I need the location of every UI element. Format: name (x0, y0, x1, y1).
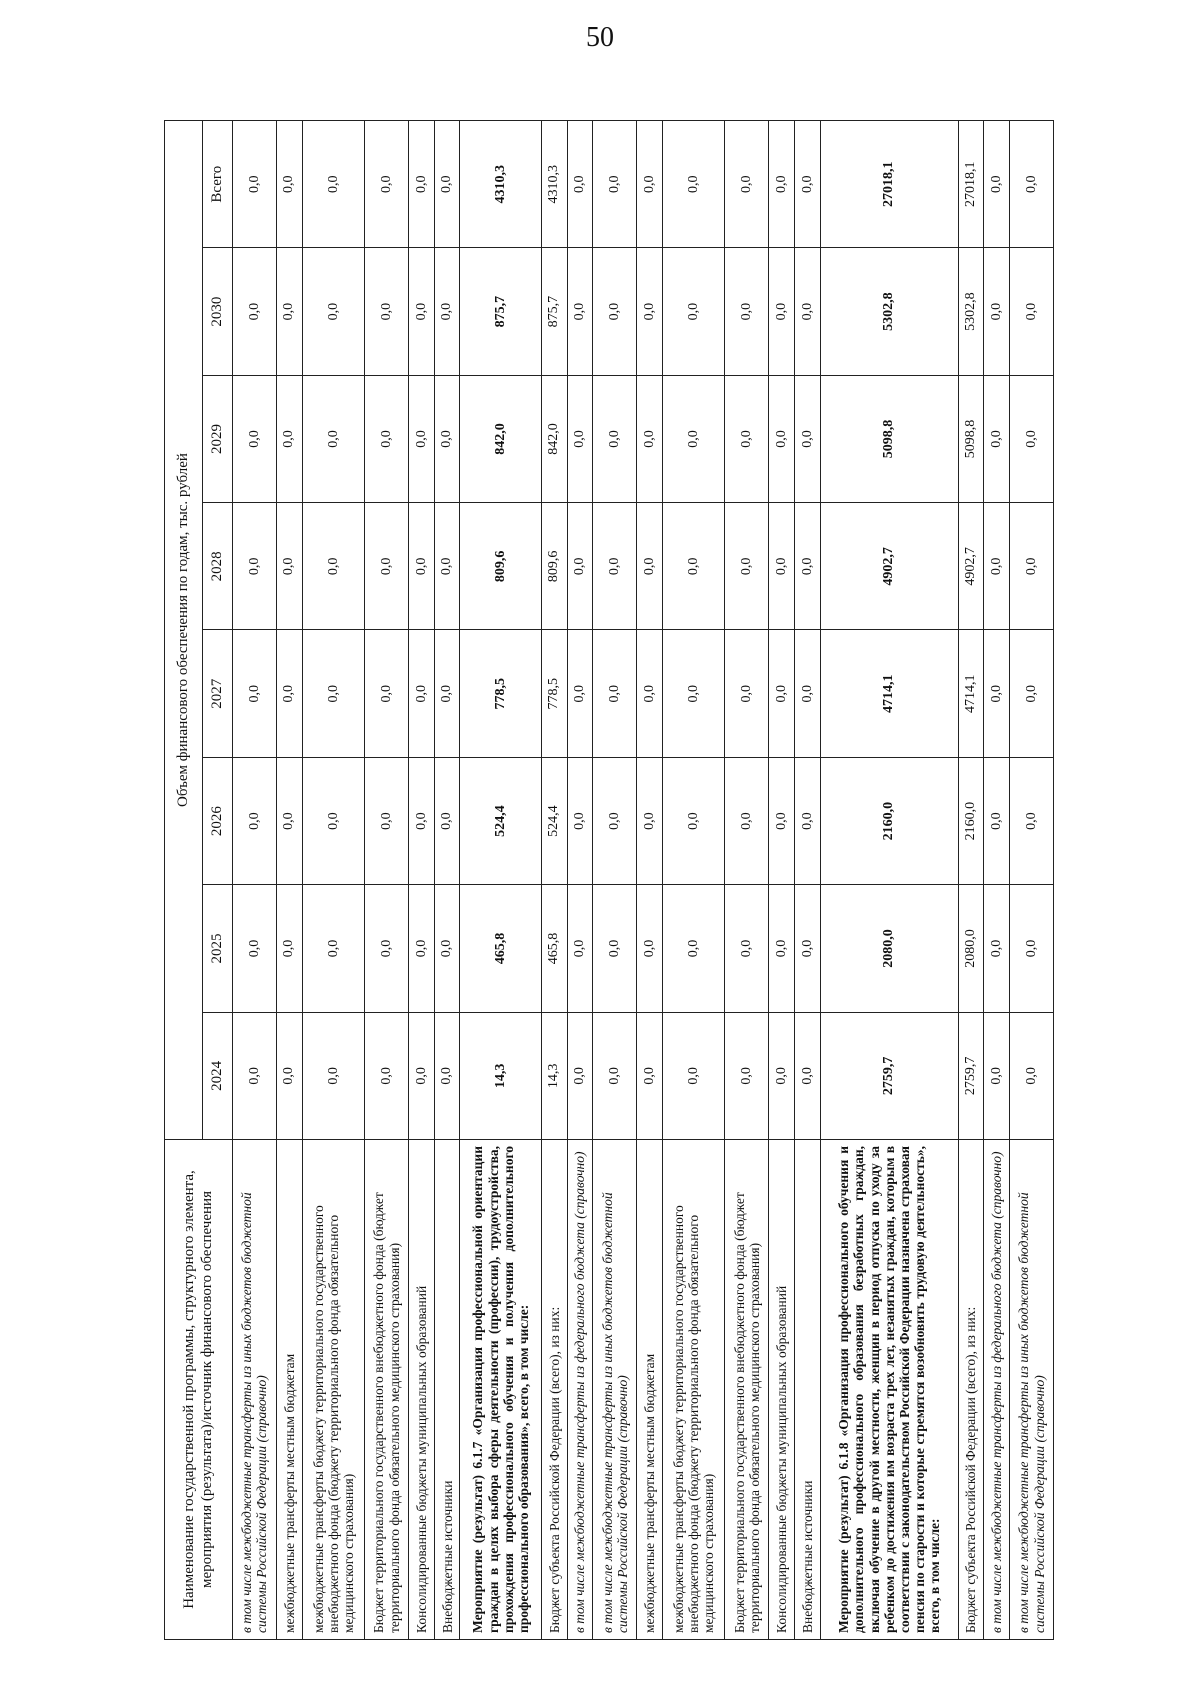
header-year-0: 2024 (203, 1012, 233, 1139)
row-value-5: 842,0 (541, 375, 567, 502)
row-value-2: 0,0 (365, 757, 409, 884)
row-value-3: 0,0 (984, 630, 1010, 757)
row-value-6: 0,0 (662, 248, 725, 375)
row-value-5: 0,0 (276, 375, 302, 502)
row-value-4: 809,6 (541, 503, 567, 630)
table-row (769, 121, 795, 1640)
row-value-1: 2080,0 (958, 885, 984, 1012)
row-value-6: 0,0 (725, 248, 769, 375)
header-volume-group: Объем финансового обеспечения по годам, тыс. рублей (165, 121, 203, 1140)
row-value-2: 0,0 (434, 757, 460, 884)
row-value-7: 27018,1 (820, 121, 958, 248)
header-name-column: Наименование государственной программы, структурного элемента, мероприятия (результата)/источник финансового обеспечения (165, 1140, 233, 1640)
table-row (984, 121, 1010, 1640)
row-value-5: 842,0 (460, 375, 541, 502)
row-value-5: 5098,8 (958, 375, 984, 502)
row-value-4: 809,6 (460, 503, 541, 630)
row-value-7: 0,0 (1010, 121, 1054, 248)
row-value-0: 0,0 (302, 1012, 365, 1139)
row-value-7: 0,0 (365, 121, 409, 248)
row-source-name: межбюджетные трансферты местным бюджетам (276, 1140, 302, 1640)
row-source-name: в том числе межбюджетные трансферты из федерального бюджета (справочно) (984, 1140, 1010, 1640)
row-value-4: 0,0 (1010, 503, 1054, 630)
row-value-6: 0,0 (769, 248, 795, 375)
row-value-6: 5302,8 (958, 248, 984, 375)
row-value-6: 875,7 (460, 248, 541, 375)
row-value-7: 0,0 (567, 121, 593, 248)
row-source-name: межбюджетные трансферты бюджету территориального государственного внебюджетного фонда (бюджету территориального фонда обязательного медицинского страхования) (662, 1140, 725, 1640)
header-year-7: Всего (203, 121, 233, 248)
row-value-4: 0,0 (725, 503, 769, 630)
row-source-name: межбюджетные трансферты местным бюджетам (637, 1140, 663, 1640)
table-row (541, 121, 567, 1640)
row-value-0: 0,0 (276, 1012, 302, 1139)
table-row (593, 121, 637, 1640)
row-value-5: 0,0 (1010, 375, 1054, 502)
row-value-0: 0,0 (769, 1012, 795, 1139)
row-value-3: 0,0 (593, 630, 637, 757)
row-value-4: 0,0 (302, 503, 365, 630)
row-value-1: 0,0 (984, 885, 1010, 1012)
table-row (276, 121, 302, 1640)
row-value-0: 0,0 (233, 1012, 277, 1139)
row-value-6: 0,0 (276, 248, 302, 375)
row-value-1: 0,0 (795, 885, 821, 1012)
row-value-3: 0,0 (725, 630, 769, 757)
row-source-name: Внебюджетные источники (434, 1140, 460, 1640)
table-row (662, 121, 725, 1640)
row-value-2: 0,0 (637, 757, 663, 884)
row-value-3: 0,0 (795, 630, 821, 757)
row-value-4: 0,0 (662, 503, 725, 630)
row-source-name: межбюджетные трансферты бюджету территориального государственного внебюджетного фонда (бюджету территориального фонда обязательного медицинского страхования) (302, 1140, 365, 1640)
row-value-4: 0,0 (567, 503, 593, 630)
row-value-0: 2759,7 (958, 1012, 984, 1139)
row-value-7: 4310,3 (460, 121, 541, 248)
row-value-3: 0,0 (567, 630, 593, 757)
table-row (434, 121, 460, 1640)
table-row (725, 121, 769, 1640)
row-value-0: 2759,7 (820, 1012, 958, 1139)
row-source-name: в том числе межбюджетные трансферты из федерального бюджета (справочно) (567, 1140, 593, 1640)
row-value-7: 0,0 (276, 121, 302, 248)
row-source-name: Консолидированные бюджеты муниципальных образований (769, 1140, 795, 1640)
row-value-6: 0,0 (1010, 248, 1054, 375)
row-value-5: 0,0 (984, 375, 1010, 502)
row-value-1: 0,0 (662, 885, 725, 1012)
row-value-1: 0,0 (276, 885, 302, 1012)
row-source-name: Консолидированные бюджеты муниципальных образований (409, 1140, 435, 1640)
row-value-3: 0,0 (233, 630, 277, 757)
table-body (233, 121, 1054, 1640)
row-value-6: 0,0 (795, 248, 821, 375)
header-year-6: 2030 (203, 248, 233, 375)
row-value-4: 0,0 (365, 503, 409, 630)
row-value-4: 4902,7 (958, 503, 984, 630)
row-value-5: 0,0 (795, 375, 821, 502)
row-value-5: 0,0 (567, 375, 593, 502)
row-value-7: 4310,3 (541, 121, 567, 248)
row-value-0: 0,0 (662, 1012, 725, 1139)
row-value-0: 0,0 (637, 1012, 663, 1139)
row-value-2: 0,0 (409, 757, 435, 884)
row-value-7: 0,0 (637, 121, 663, 248)
row-value-4: 0,0 (637, 503, 663, 630)
row-value-2: 524,4 (541, 757, 567, 884)
header-year-4: 2028 (203, 503, 233, 630)
row-value-4: 0,0 (233, 503, 277, 630)
row-value-4: 0,0 (434, 503, 460, 630)
table-row (958, 121, 984, 1640)
table-row (365, 121, 409, 1640)
row-source-name: Бюджет территориального государственного внебюджетного фонда (бюджет территориального фонда обязательного медицинского страхования) (725, 1140, 769, 1640)
row-source-name: Бюджет субъекта Российской Федерации (всего), из них: (541, 1140, 567, 1640)
row-value-1: 2080,0 (820, 885, 958, 1012)
row-value-5: 0,0 (233, 375, 277, 502)
row-value-0: 0,0 (593, 1012, 637, 1139)
row-value-3: 0,0 (1010, 630, 1054, 757)
row-value-5: 0,0 (302, 375, 365, 502)
row-value-3: 4714,1 (958, 630, 984, 757)
row-value-3: 0,0 (276, 630, 302, 757)
row-value-5: 0,0 (637, 375, 663, 502)
header-year-3: 2027 (203, 630, 233, 757)
row-value-3: 0,0 (365, 630, 409, 757)
row-value-3: 0,0 (662, 630, 725, 757)
row-value-1: 0,0 (637, 885, 663, 1012)
row-value-6: 0,0 (365, 248, 409, 375)
row-value-3: 0,0 (434, 630, 460, 757)
row-value-2: 0,0 (795, 757, 821, 884)
rotated-table-container (164, 120, 1054, 1640)
row-value-3: 4714,1 (820, 630, 958, 757)
row-value-7: 0,0 (434, 121, 460, 248)
row-value-7: 27018,1 (958, 121, 984, 248)
row-value-6: 0,0 (567, 248, 593, 375)
row-value-7: 0,0 (302, 121, 365, 248)
row-value-2: 0,0 (593, 757, 637, 884)
row-value-1: 465,8 (460, 885, 541, 1012)
row-value-0: 14,3 (460, 1012, 541, 1139)
row-value-7: 0,0 (795, 121, 821, 248)
row-value-2: 0,0 (276, 757, 302, 884)
row-value-1: 0,0 (593, 885, 637, 1012)
header-year-2: 2026 (203, 757, 233, 884)
table-row (637, 121, 663, 1640)
row-value-7: 0,0 (593, 121, 637, 248)
row-value-5: 0,0 (409, 375, 435, 502)
row-value-1: 0,0 (567, 885, 593, 1012)
row-value-0: 0,0 (365, 1012, 409, 1139)
row-value-4: 0,0 (795, 503, 821, 630)
row-value-3: 0,0 (409, 630, 435, 757)
row-source-name: Мероприятие (результат) 6.1.7 «Организация профессиональной ориентации граждан в целях выбора сферы деятельности (профессии), трудоустройства, прохождения профессионального обучения и получения дополнительного профессионального образования», всего, в том числе: (460, 1140, 541, 1640)
row-value-1: 0,0 (302, 885, 365, 1012)
row-value-5: 0,0 (365, 375, 409, 502)
row-value-6: 875,7 (541, 248, 567, 375)
row-value-0: 0,0 (434, 1012, 460, 1139)
row-value-6: 5302,8 (820, 248, 958, 375)
table-row (409, 121, 435, 1640)
row-value-3: 0,0 (637, 630, 663, 757)
row-value-5: 5098,8 (820, 375, 958, 502)
row-value-1: 465,8 (541, 885, 567, 1012)
row-value-1: 0,0 (1010, 885, 1054, 1012)
row-value-0: 0,0 (795, 1012, 821, 1139)
row-value-5: 0,0 (434, 375, 460, 502)
row-value-4: 0,0 (593, 503, 637, 630)
row-value-2: 0,0 (567, 757, 593, 884)
row-value-6: 0,0 (233, 248, 277, 375)
row-source-name: Бюджет территориального государственного внебюджетного фонда (бюджет территориального фонда обязательного медицинского страхования) (365, 1140, 409, 1640)
row-value-6: 0,0 (984, 248, 1010, 375)
row-value-0: 0,0 (1010, 1012, 1054, 1139)
table-header (165, 121, 233, 1640)
row-value-5: 0,0 (662, 375, 725, 502)
row-value-6: 0,0 (593, 248, 637, 375)
row-value-7: 0,0 (662, 121, 725, 248)
row-source-name: в том числе межбюджетные трансферты из иных бюджетов бюджетной системы Российской Федерации (справочно) (593, 1140, 637, 1640)
table-row (1010, 121, 1054, 1640)
row-value-5: 0,0 (593, 375, 637, 502)
row-value-2: 0,0 (302, 757, 365, 884)
row-value-3: 778,5 (541, 630, 567, 757)
table-row (567, 121, 593, 1640)
table-row (795, 121, 821, 1640)
row-value-1: 0,0 (233, 885, 277, 1012)
row-value-2: 524,4 (460, 757, 541, 884)
table-row (820, 121, 958, 1640)
row-value-7: 0,0 (233, 121, 277, 248)
row-source-name: Мероприятие (результат) 6.1.8 «Организация профессионального обучения и дополнительного профессионального образования безработных граждан, включая обучение в другой местности, женщин в период отпуска по уходу за ребенком до достижения им возраста трех лет, незанятых граждан, которым в соответствии с законодательством Российской Федерации назначена страховая пенсия по старости и которые стремятся возобновить трудовую деятельность», всего, в том числе: (820, 1140, 958, 1640)
row-source-name: Бюджет субъекта Российской Федерации (всего), из них: (958, 1140, 984, 1640)
page-number: 50 (586, 22, 614, 53)
header-year-1: 2025 (203, 885, 233, 1012)
row-value-0: 0,0 (725, 1012, 769, 1139)
row-value-4: 4902,7 (820, 503, 958, 630)
row-value-1: 0,0 (409, 885, 435, 1012)
row-value-0: 0,0 (984, 1012, 1010, 1139)
row-value-2: 0,0 (662, 757, 725, 884)
row-source-name: Внебюджетные источники (795, 1140, 821, 1640)
row-value-7: 0,0 (409, 121, 435, 248)
table-row (460, 121, 541, 1640)
row-value-1: 0,0 (434, 885, 460, 1012)
row-value-4: 0,0 (409, 503, 435, 630)
row-value-2: 0,0 (233, 757, 277, 884)
row-value-0: 14,3 (541, 1012, 567, 1139)
table-row (233, 121, 277, 1640)
row-value-1: 0,0 (725, 885, 769, 1012)
row-source-name: в том числе межбюджетные трансферты из иных бюджетов бюджетной системы Российской Федерации (справочно) (233, 1140, 277, 1640)
row-value-3: 778,5 (460, 630, 541, 757)
row-value-3: 0,0 (302, 630, 365, 757)
row-value-2: 0,0 (984, 757, 1010, 884)
row-value-0: 0,0 (567, 1012, 593, 1139)
row-value-1: 0,0 (769, 885, 795, 1012)
row-value-2: 0,0 (769, 757, 795, 884)
row-value-2: 0,0 (1010, 757, 1054, 884)
row-value-6: 0,0 (302, 248, 365, 375)
row-value-5: 0,0 (769, 375, 795, 502)
row-value-2: 2160,0 (958, 757, 984, 884)
row-value-2: 2160,0 (820, 757, 958, 884)
row-value-6: 0,0 (434, 248, 460, 375)
row-value-4: 0,0 (769, 503, 795, 630)
row-value-7: 0,0 (984, 121, 1010, 248)
header-year-5: 2029 (203, 375, 233, 502)
row-value-5: 0,0 (725, 375, 769, 502)
row-value-7: 0,0 (769, 121, 795, 248)
row-value-4: 0,0 (276, 503, 302, 630)
row-value-6: 0,0 (409, 248, 435, 375)
row-source-name: в том числе межбюджетные трансферты из иных бюджетов бюджетной системы Российской Федерации (справочно) (1010, 1140, 1054, 1640)
row-value-2: 0,0 (725, 757, 769, 884)
row-value-3: 0,0 (769, 630, 795, 757)
row-value-1: 0,0 (365, 885, 409, 1012)
row-value-0: 0,0 (409, 1012, 435, 1139)
row-value-7: 0,0 (725, 121, 769, 248)
financing-table (164, 120, 1054, 1640)
row-value-4: 0,0 (984, 503, 1010, 630)
table-row (302, 121, 365, 1640)
row-value-6: 0,0 (637, 248, 663, 375)
